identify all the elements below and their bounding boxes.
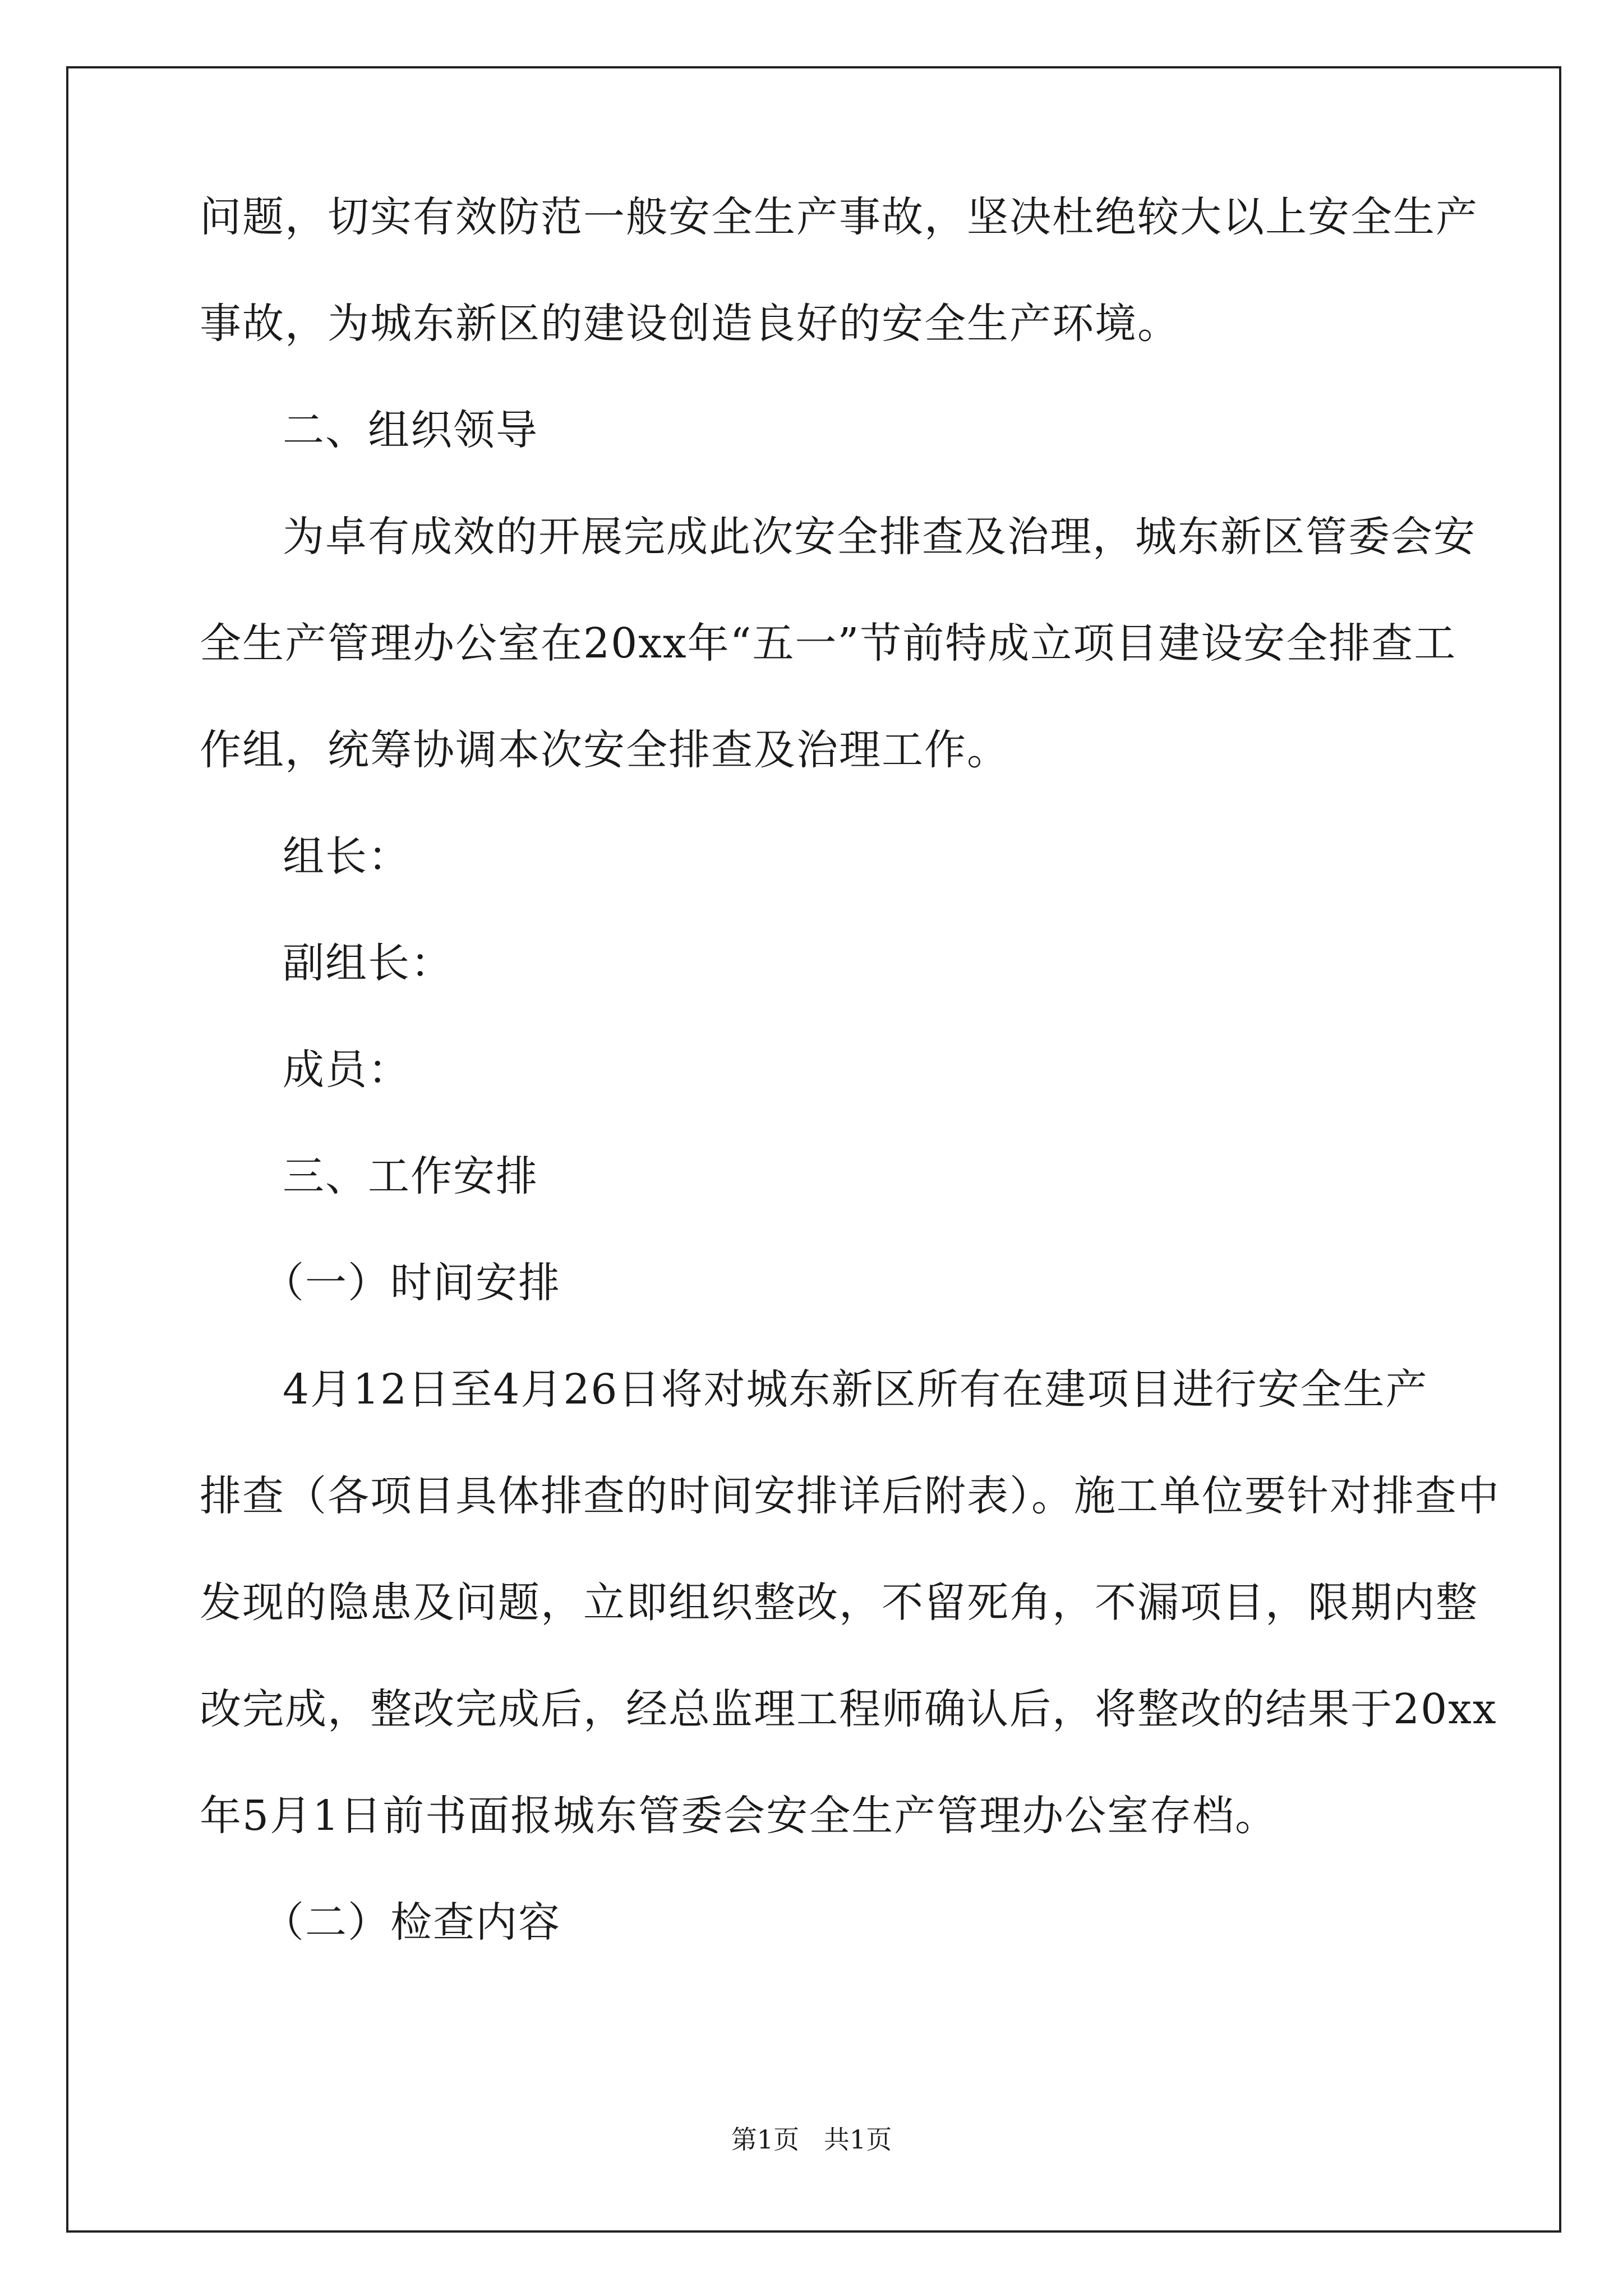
role-label-leader: 组长：	[283, 832, 411, 881]
subsection-heading: （二）检查内容	[262, 1898, 561, 1947]
paragraph-line: 问题，切实有效防范一般安全生产事故，坚决杜绝较大以上安全生产	[200, 193, 1478, 241]
paragraph-line: 年5月1日前书面报城东管委会安全生产管理办公室存档。	[200, 1792, 1278, 1840]
paragraph-line: 事故，为城东新区的建设创造良好的安全生产环境。	[200, 300, 1180, 348]
paragraph-line: 改完成，整改完成后，经总监理工程师确认后，将整改的结果于20xx	[200, 1685, 1497, 1733]
paragraph-line: 全生产管理办公室在20xx年“五一”节前特成立项目建设安全排查工	[200, 619, 1457, 668]
section-heading: 三、工作安排	[283, 1152, 538, 1200]
document-body	[200, 191, 1500, 2003]
page-footer: 第1页 共1页	[731, 2124, 892, 2155]
paragraph-line: 排查（各项目具体排查的时间安排详后附表）。施工单位要针对排查中	[200, 1472, 1500, 1520]
paragraph-line: 为卓有成效的开展完成此次安全排查及治理，城东新区管委会安	[283, 513, 1476, 561]
section-heading: 二、组织领导	[283, 406, 538, 454]
subsection-heading: （一）时间安排	[262, 1259, 561, 1307]
paragraph-line: 发现的隐患及问题，立即组织整改，不留死角，不漏项目，限期内整	[200, 1579, 1478, 1627]
paragraph-line: 4月12日至4月26日将对城东新区所有在建项目进行安全生产	[283, 1365, 1428, 1414]
paragraph-line: 作组，统筹协调本次安全排查及治理工作。	[200, 726, 1009, 774]
role-label-deputy: 副组长：	[283, 939, 453, 987]
role-label-members: 成员：	[283, 1046, 411, 1094]
